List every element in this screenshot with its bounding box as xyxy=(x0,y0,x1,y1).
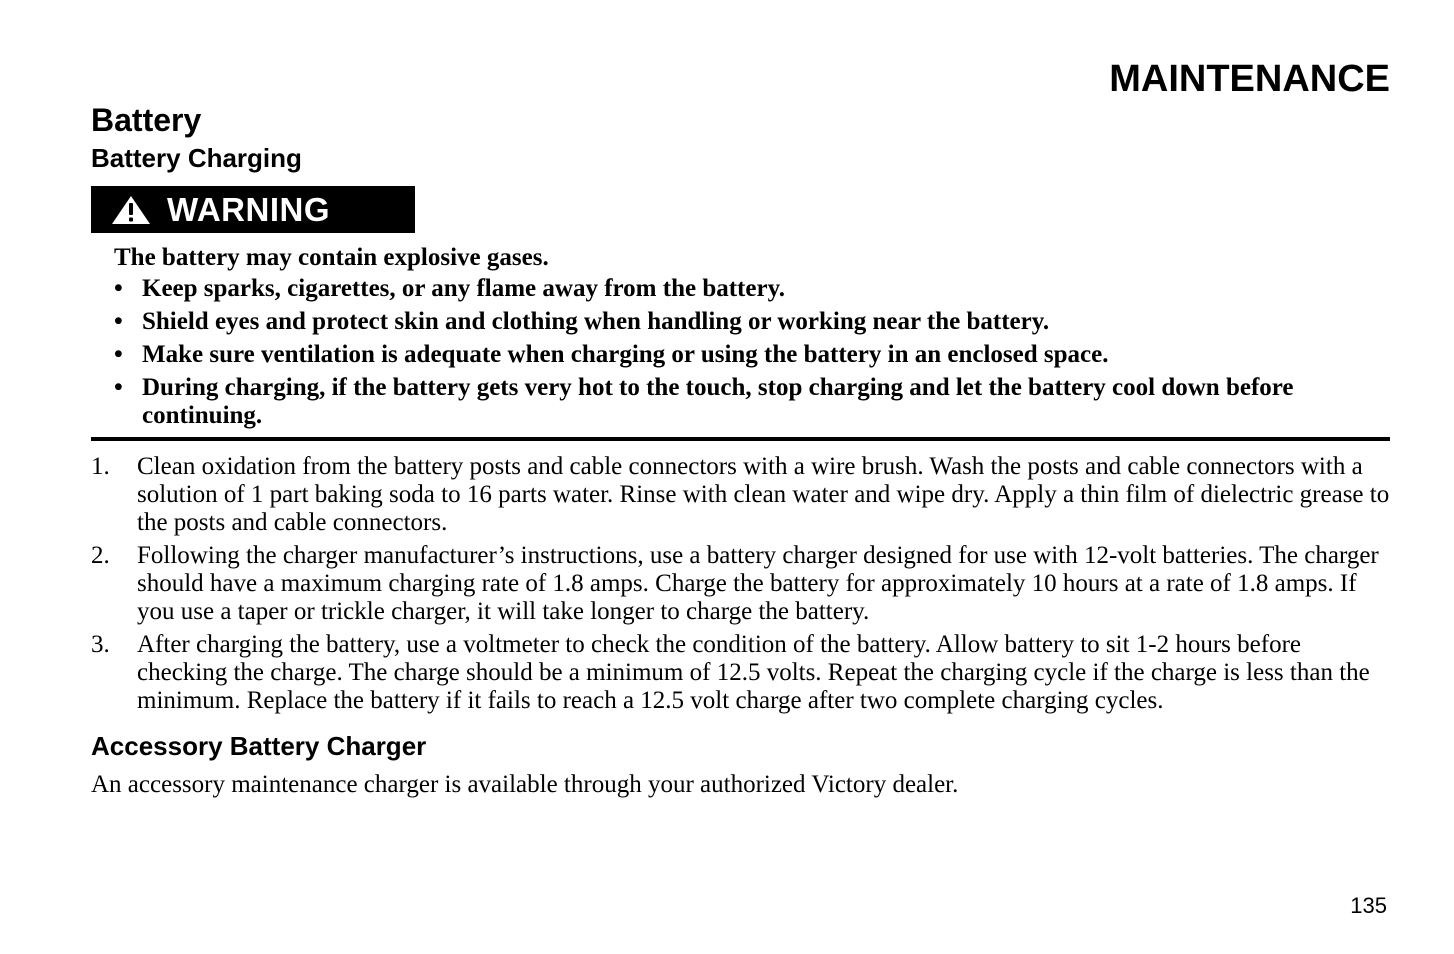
accessory-heading: Accessory Battery Charger xyxy=(91,731,427,761)
warning-bullet xyxy=(114,341,1390,369)
warning-body xyxy=(91,244,1390,430)
bullet-mark: • xyxy=(114,308,123,335)
warning-bullet-text: Shield eyes and protect skin and clothing when handling or working near the battery. xyxy=(142,308,1050,335)
step-text: Following the charger manufacturer’s instructions, use a battery charger designed for use with 12-volt batteries. The charger should have a maximum charging rate of 1.8 amps. Charge the battery for approximately 10 hours at a rate of 1.8 amps. If you use a taper or trickle charger, it will take longer to charge the battery. xyxy=(137,542,1379,625)
step-item xyxy=(91,542,1390,626)
page-subtitle: Battery Charging xyxy=(91,143,302,173)
bullet-mark: • xyxy=(114,275,123,302)
warning-bullet-text: During charging, if the battery gets very hot to the touch, stop charging and let the battery cool down before continuing. xyxy=(142,374,1294,429)
step-item xyxy=(91,453,1390,537)
step-text: After charging the battery, use a voltmeter to check the condition of the battery. Allow battery to sit 1-2 hours before checking the charge. The charge should be a minimum of 12.5 volts. Repeat the charging cycle if the charge is less than the minimum. Replace the battery if it fails to reach a 12.5 volt charge after two complete charging cycles. xyxy=(137,631,1370,714)
bullet-mark: • xyxy=(114,374,123,401)
warning-triangle-icon xyxy=(111,195,151,225)
step-list xyxy=(91,453,1390,715)
divider-rule xyxy=(91,437,1390,441)
page-content xyxy=(91,100,1390,800)
accessory-text: An accessory maintenance charger is available through your authorized Victory dealer. xyxy=(91,771,959,798)
page-title: Battery xyxy=(91,102,202,138)
bullet-mark: • xyxy=(114,341,123,368)
step-text: Clean oxidation from the battery posts and cable connectors with a wire brush. Wash the posts and cable connectors with a solution of 1 part baking soda to 16 parts water. Rinse with clean water and wipe dry. Apply a thin film of dielectric grease to the posts and cable connectors. xyxy=(137,453,1390,536)
step-number: 2. xyxy=(91,542,110,569)
step-item xyxy=(91,631,1390,715)
page-number: 135 xyxy=(1350,893,1387,918)
step-number: 3. xyxy=(91,631,110,658)
warning-bullet-list xyxy=(114,275,1390,430)
warning-bullet-text: Keep sparks, cigarettes, or any flame away from the battery. xyxy=(142,275,785,302)
warning-bullet xyxy=(114,275,1390,303)
warning-banner xyxy=(91,186,415,233)
section-title: MAINTENANCE xyxy=(1109,58,1390,100)
warning-bullet-text: Make sure ventilation is adequate when charging or using the battery in an enclosed space. xyxy=(142,341,1109,368)
step-number: 1. xyxy=(91,453,110,480)
warning-bullet xyxy=(114,308,1390,336)
warning-bullet xyxy=(114,374,1390,430)
warning-label: WARNING xyxy=(167,190,330,228)
warning-intro: The battery may contain explosive gases. xyxy=(114,244,549,271)
